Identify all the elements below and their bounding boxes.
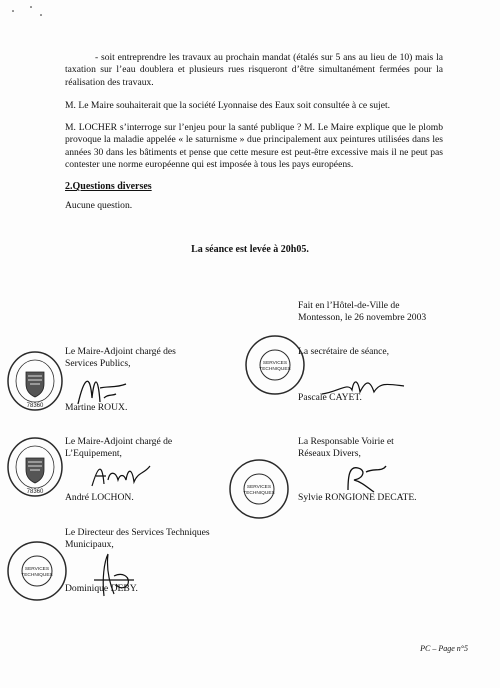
stamp-center-line2: TECHNIQUES xyxy=(243,491,275,496)
signatory-role: Le Maire-Adjoint chargé des Services Publics, xyxy=(65,346,176,370)
signatory-name: Martine ROUX. xyxy=(65,402,128,413)
place-and-date: Fait en l’Hôtel-de-Ville de Montesson, le 26 novembre 2003 xyxy=(298,300,427,324)
scan-speck xyxy=(30,6,32,8)
signatory-role: Le Directeur des Services Techniques Municipaux, xyxy=(65,527,210,551)
scan-speck xyxy=(40,14,42,16)
signatory-name: Sylvie RONGIONE DECATE. xyxy=(298,492,417,503)
signatory-role: Le Maire-Adjoint chargé de L’Equipement, xyxy=(65,436,173,460)
stamp-postcode: 78360 xyxy=(26,403,44,409)
services-techniques-stamp xyxy=(244,334,306,396)
signatory-name: Dominique DEBY. xyxy=(65,583,138,594)
signature-dominique-deby xyxy=(84,550,144,600)
stamp-center-line1: SERVICES xyxy=(262,361,288,366)
signature-pascale-cayet xyxy=(318,372,408,402)
stamp-center-line1: SERVICES xyxy=(246,485,272,490)
stamp-center-line2: TECHNIQUES xyxy=(259,367,291,372)
section-title-questions-diverses: 2.Questions diverses xyxy=(65,181,152,192)
services-techniques-stamp xyxy=(228,458,290,520)
signature-andre-lochon xyxy=(88,456,158,492)
signatory-role: La secrétaire de séance, xyxy=(298,346,390,357)
signatory-name: André LOCHON. xyxy=(65,492,134,503)
signatory-role: La Responsable Voirie et Réseaux Divers, xyxy=(298,436,394,460)
session-closing-line: La séance est levée à 20h05. xyxy=(191,244,309,255)
paragraph-lyonnaise-des-eaux: M. Le Maire souhaiterait que la société Lyonnaise des Eaux soit consultée à ce sujet. xyxy=(65,100,391,111)
scan-speck xyxy=(12,10,14,12)
stamp-center-line1: SERVICES xyxy=(24,567,50,572)
paragraph-works-option: - soit entreprendre les travaux au prochain mandat (étalés sur 5 ans au lieu de 10) mais la taxation sur l’eau doublera et plusieurs rues risqueront d’être simultanément fermées pour la réalisation des travaux. xyxy=(65,52,443,88)
signatory-name: Pascale CAYET. xyxy=(298,392,362,403)
paragraph-public-health: M. LOCHER s’interroge sur l’enjeu pour la santé publique ? M. Le Maire explique que le plomb provoque la maladie appelée « le saturnisme » due principalement aux peintures utilisées dans les années 30 dans les bâtiments et pense que cette mesure est peut-être excessive mais il ne peut pas contester une norme européenne qui est imposée à tous les pays européens. xyxy=(65,122,443,171)
paragraph-no-question: Aucune question. xyxy=(65,200,133,211)
services-techniques-stamp xyxy=(6,540,68,602)
signature-martine-roux xyxy=(72,368,132,410)
signature-sylvie-rongione-decate xyxy=(340,460,390,496)
town-hall-stamp xyxy=(6,436,64,498)
page-footer: PC – Page n°5 xyxy=(420,644,468,653)
town-hall-stamp xyxy=(6,350,64,412)
stamp-postcode: 78360 xyxy=(26,489,44,495)
stamp-center-line2: TECHNIQUES xyxy=(21,573,53,578)
